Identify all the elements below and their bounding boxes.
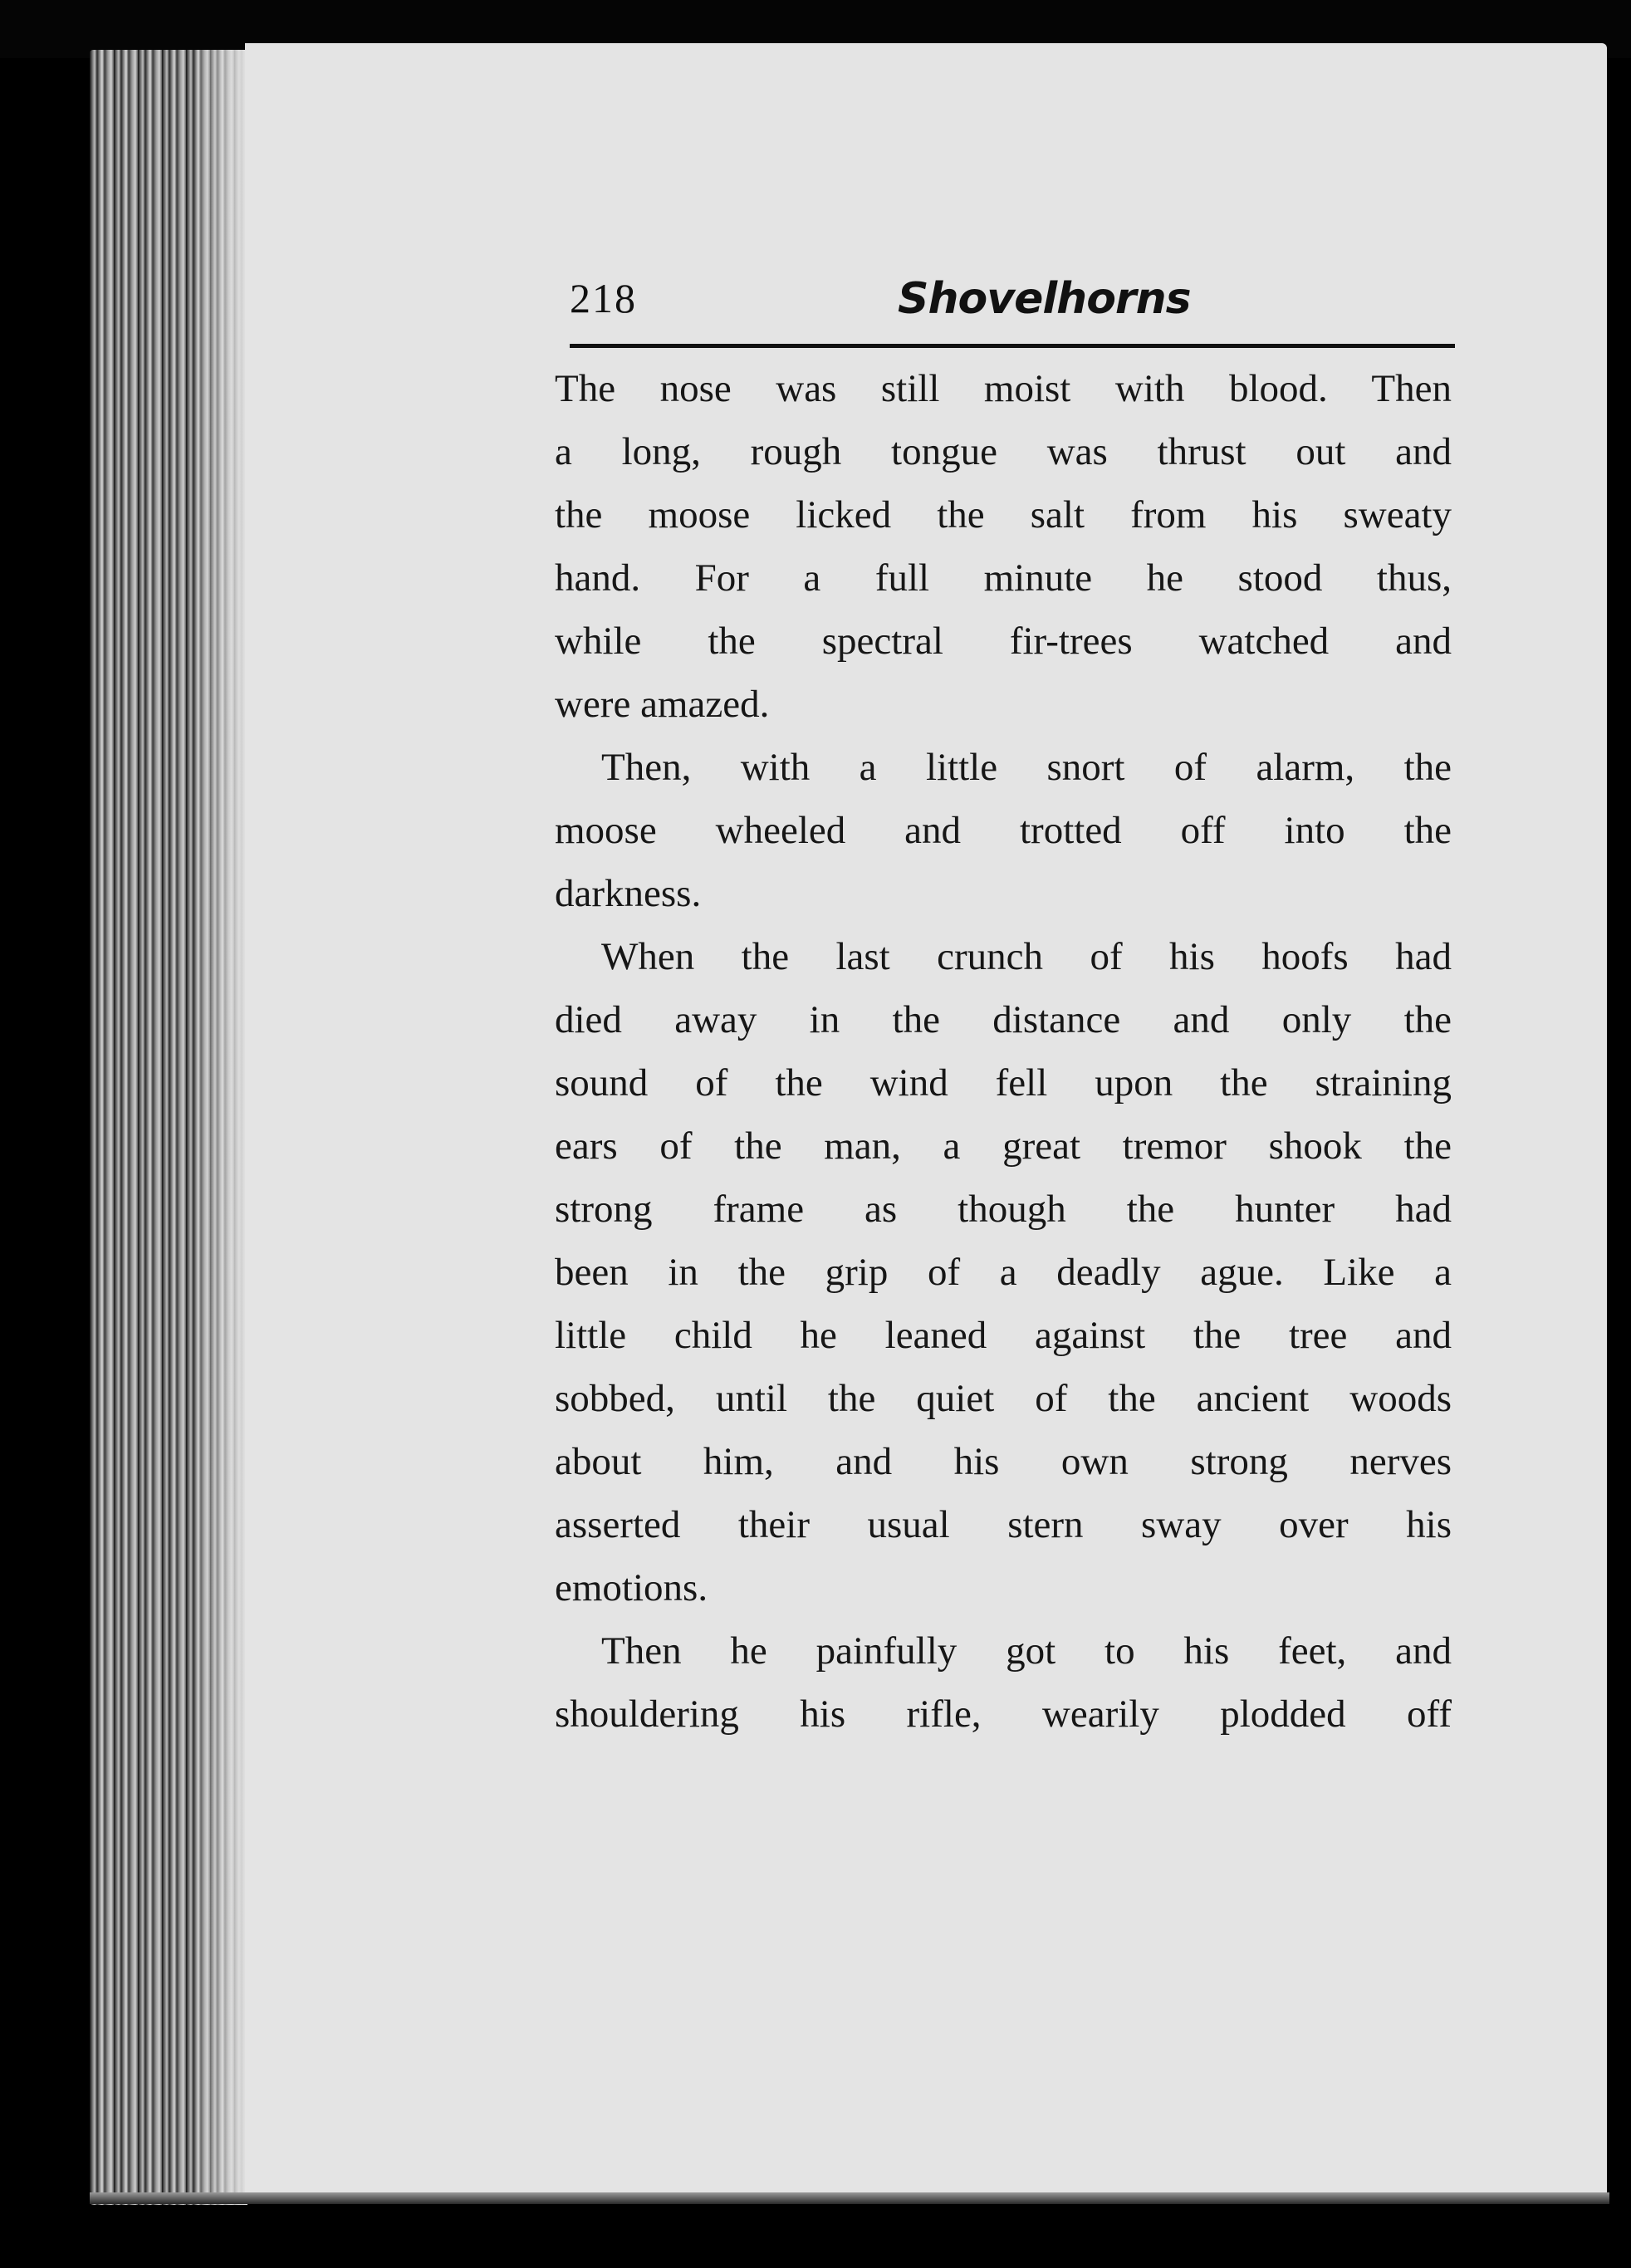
- page-number: 218: [570, 275, 637, 321]
- text-line: asserted their usual stern sway over his: [555, 1503, 1452, 1546]
- header-rule: [570, 344, 1455, 348]
- text-line: died away in the distance and only the: [555, 998, 1452, 1041]
- text-line: shouldering his rifle, wearily plodded off: [555, 1692, 1452, 1736]
- page-header: [570, 274, 1455, 340]
- text-line: darkness.: [555, 872, 702, 915]
- paragraph: [555, 925, 1452, 1619]
- text-line: The nose was still moist with blood. Then: [555, 367, 1452, 410]
- text-line: been in the grip of a deadly ague. Like a: [555, 1251, 1452, 1294]
- text-line: moose wheeled and trotted off into the: [555, 809, 1452, 852]
- text-line: the moose licked the salt from his sweaty: [555, 493, 1452, 536]
- text-line: sobbed, until the quiet of the ancient woods: [555, 1377, 1452, 1420]
- text-line: strong frame as though the hunter had: [555, 1188, 1452, 1231]
- page-body-text: [555, 357, 1452, 1746]
- running-title: Shovelhorns: [898, 274, 1191, 324]
- text-line: little child he leaned against the tree and: [555, 1314, 1452, 1357]
- text-line: a long, rough tongue was thrust out and: [555, 430, 1452, 473]
- text-line: Then he painfully got to his feet, and: [601, 1629, 1452, 1673]
- paragraph: [555, 736, 1452, 925]
- page-bottom-edge: [90, 2192, 1609, 2204]
- text-line: emotions.: [555, 1566, 708, 1609]
- paragraph: [555, 1619, 1452, 1746]
- text-line: sound of the wind fell upon the straining: [555, 1061, 1452, 1105]
- text-line: When the last crunch of his hoofs had: [601, 935, 1452, 978]
- text-line: about him, and his own strong nerves: [555, 1440, 1452, 1483]
- paragraph: [555, 357, 1452, 736]
- book-page-edges: [90, 50, 247, 2205]
- text-line: ears of the man, a great tremor shook the: [555, 1124, 1452, 1168]
- text-line: while the spectral fir-trees watched and: [555, 620, 1452, 663]
- text-line: were amazed.: [555, 683, 770, 726]
- text-line: hand. For a full minute he stood thus,: [555, 556, 1452, 600]
- text-line: Then, with a little snort of alarm, the: [601, 746, 1452, 789]
